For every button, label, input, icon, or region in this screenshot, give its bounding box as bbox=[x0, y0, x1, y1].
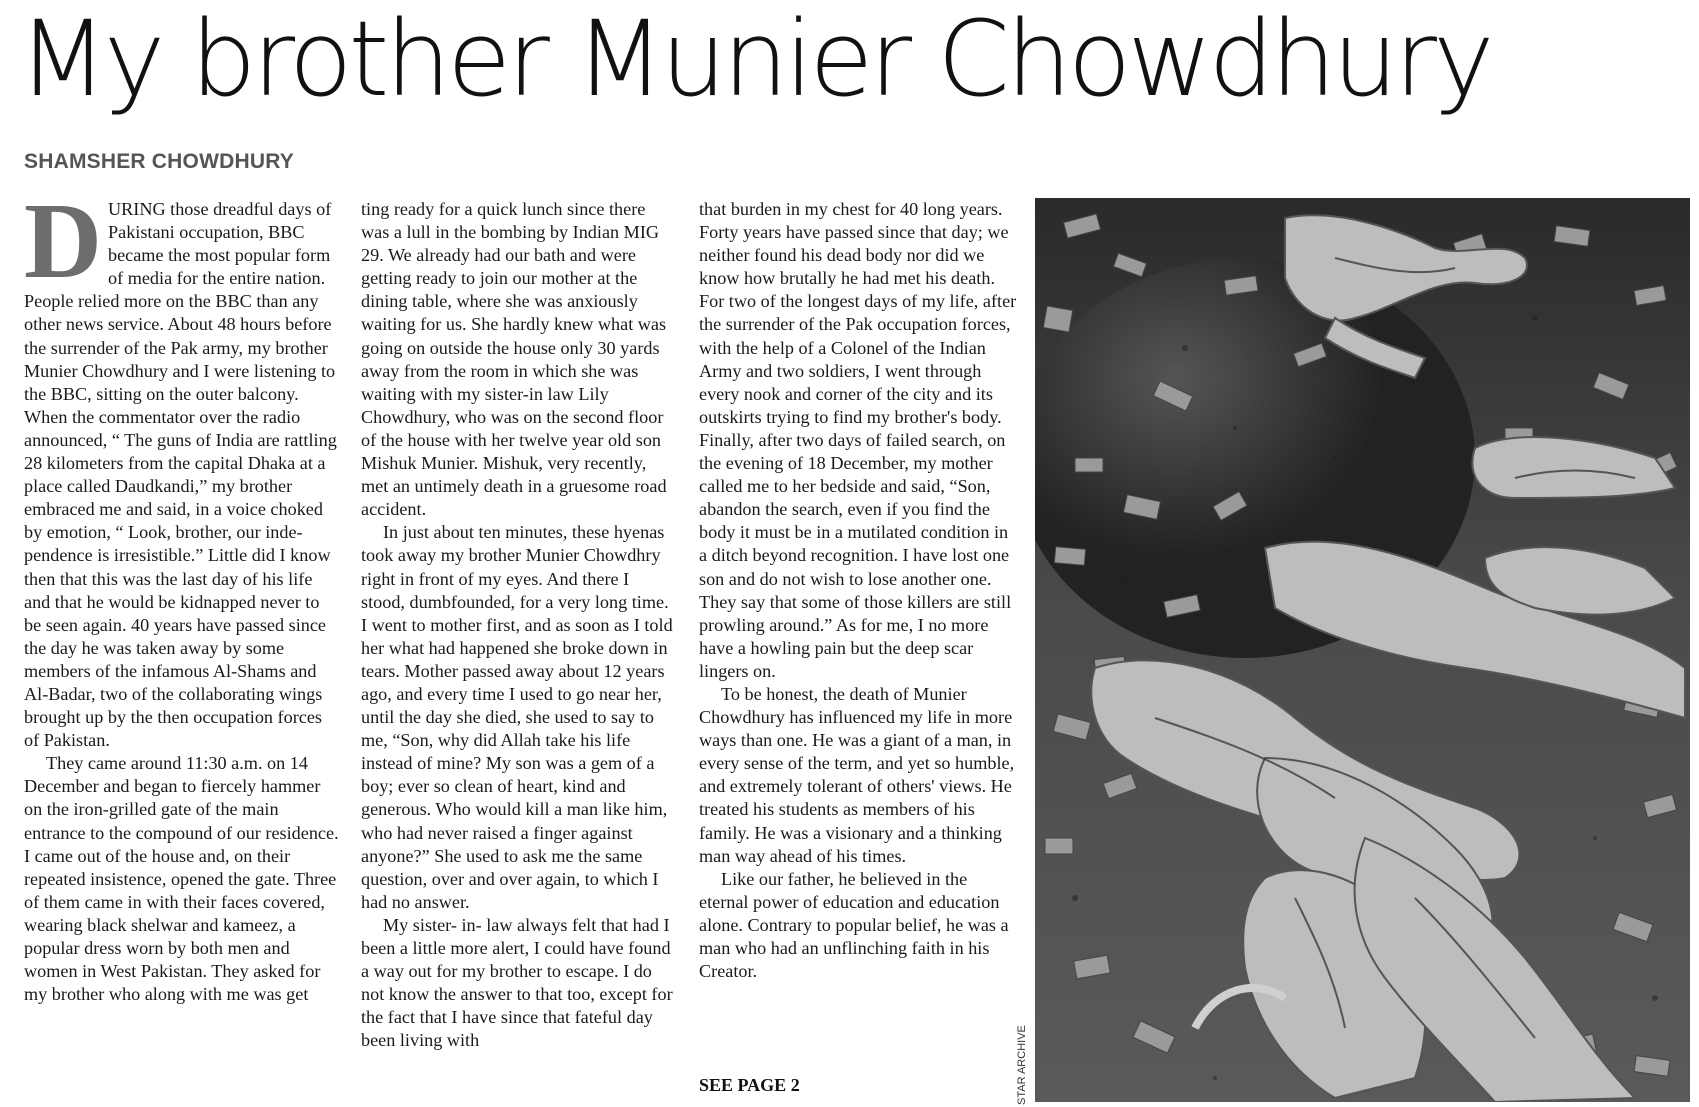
paragraph: ting ready for a quick lunch since there was a lull in the bombing by Indian MIG 29. We already had our bath and were getting ready to join our mother at the dining table, where she was anxiously waiting for us. She hardly knew what was going on outside the house only 30 yards away from the room in which she was waiting with my sister-in law Lily Chowdhury, who was on the second floor of the house with her twelve year old son Mishuk Munier. Mishuk, very recently, met an untimely death in a gruesome road accident. bbox=[361, 199, 667, 520]
see-page-link[interactable]: SEE PAGE 2 bbox=[699, 1075, 800, 1095]
archival-photo bbox=[1035, 198, 1690, 1102]
archival-photo-icon bbox=[1035, 198, 1690, 1102]
article-column-3 bbox=[699, 198, 1017, 983]
article-column-2 bbox=[361, 198, 677, 1052]
paragraph: They came around 11:30 a.m. on 14 December and began to fiercely hammer on the iron-grilled gate of the main entrance to the compound of our residence. I came out of the house and, on their repeated insistence, opened the gate. Three of them came in with their faces covered, wearing black shelwar and kameez, a popular dress worn by both men and women in West Pakistan. They asked for my brother who along with me was get bbox=[24, 753, 339, 1005]
byline: SHAMSHER CHOWDHURY bbox=[24, 150, 294, 173]
paragraph: To be honest, the death of Munier Chowdhury has influenced my life in more ways than one. He was a giant of a man, in every sense of the term, and yet so humble, and extremely tolerant of others' views. He treated his students as members of his family. He was a visionary and a thinking man way ahead of his times. bbox=[699, 683, 1015, 866]
paragraph: My sister- in- law always felt that had I been a little more alert, I could have found a way out for my brother to escape. I do not know the answer to that too, except for the fact that I have since that fateful day been living with bbox=[361, 914, 673, 1051]
paragraph: In just about ten minutes, these hyenas took away my brother Munier Chowdhry right in front of my eyes. And there I stood, dumbfounded, for a very long time. I went to mother first, and as soon as I told her what had happened she broke down in tears. Mother passed away about 12 years ago, and every time I used to go near her, until the day she died, she used to say to me, “Son, why did Allah take his life instead of mine? My son was a gem of a boy; ever so clean of heart, kind and generous. Who would kill a man like him, who had never raised a finger against anyone?” She used to ask me the same question, over and over again, to which I had no answer. bbox=[361, 522, 673, 912]
paragraph: that burden in my chest for 40 long years. Forty years have passed since that day; we neither found his dead body nor did we know how brutally he had met his death. For two of the longest days of my life, after the surrender of the Pak occupation forces, with the help of a Colonel of the Indian Army and two soldiers, I went through every nook and corner of the city and its outskirts trying to find my brother's body. Finally, after two days of failed search, on the evening of 18 December, my mother called me to her bedside and said, “Son, abandon the search, even if you find the body it must be in a mutilated condition in a ditch beyond recognition. I have lost one son and do not wish to lose another one. They say that some of those killers are still prowling around.” As for me, I no more have a howling pain but the deep scar lingers on. bbox=[699, 199, 1017, 681]
article-column-1 bbox=[24, 182, 340, 1006]
photo-credit: STAR ARCHIVE bbox=[1016, 1025, 1028, 1105]
paragraph: URING those dreadful days of Pakistani occupation, BBC became the most popular form of media for the entire nation. People relied more on the BBC than any other news service. About 48 hours before the surrender of the Pak army, my brother Munier Chowdhury and I were listening to the BBC, sitting on the outer balcony. When the commentator over the radio announced, “ The guns of India are rattling 28 kilometers from the capital Dhaka at a place called Daudkandi,” my brother embraced me and said, in a voice choked by emotion, “ Look, brother, our independence is irresistible.” Little did I know then that this was the last day of his life and that he would be kidnapped never to be seen again. 40 years have passed since the day he was taken away by some members of the infamous Al-Shams and Al-Badar, two of the collaborating wings brought up by the then occupation forces of Pakistan. bbox=[24, 199, 337, 751]
paragraph: Like our father, he believed in the eternal power of education and education alone. Contrary to popular belief, he was a man who had an unflinching faith in his Creator. bbox=[699, 868, 1009, 982]
headline: My brother Munier Chowdhury bbox=[18, 0, 1491, 120]
drop-cap: D bbox=[24, 182, 102, 301]
